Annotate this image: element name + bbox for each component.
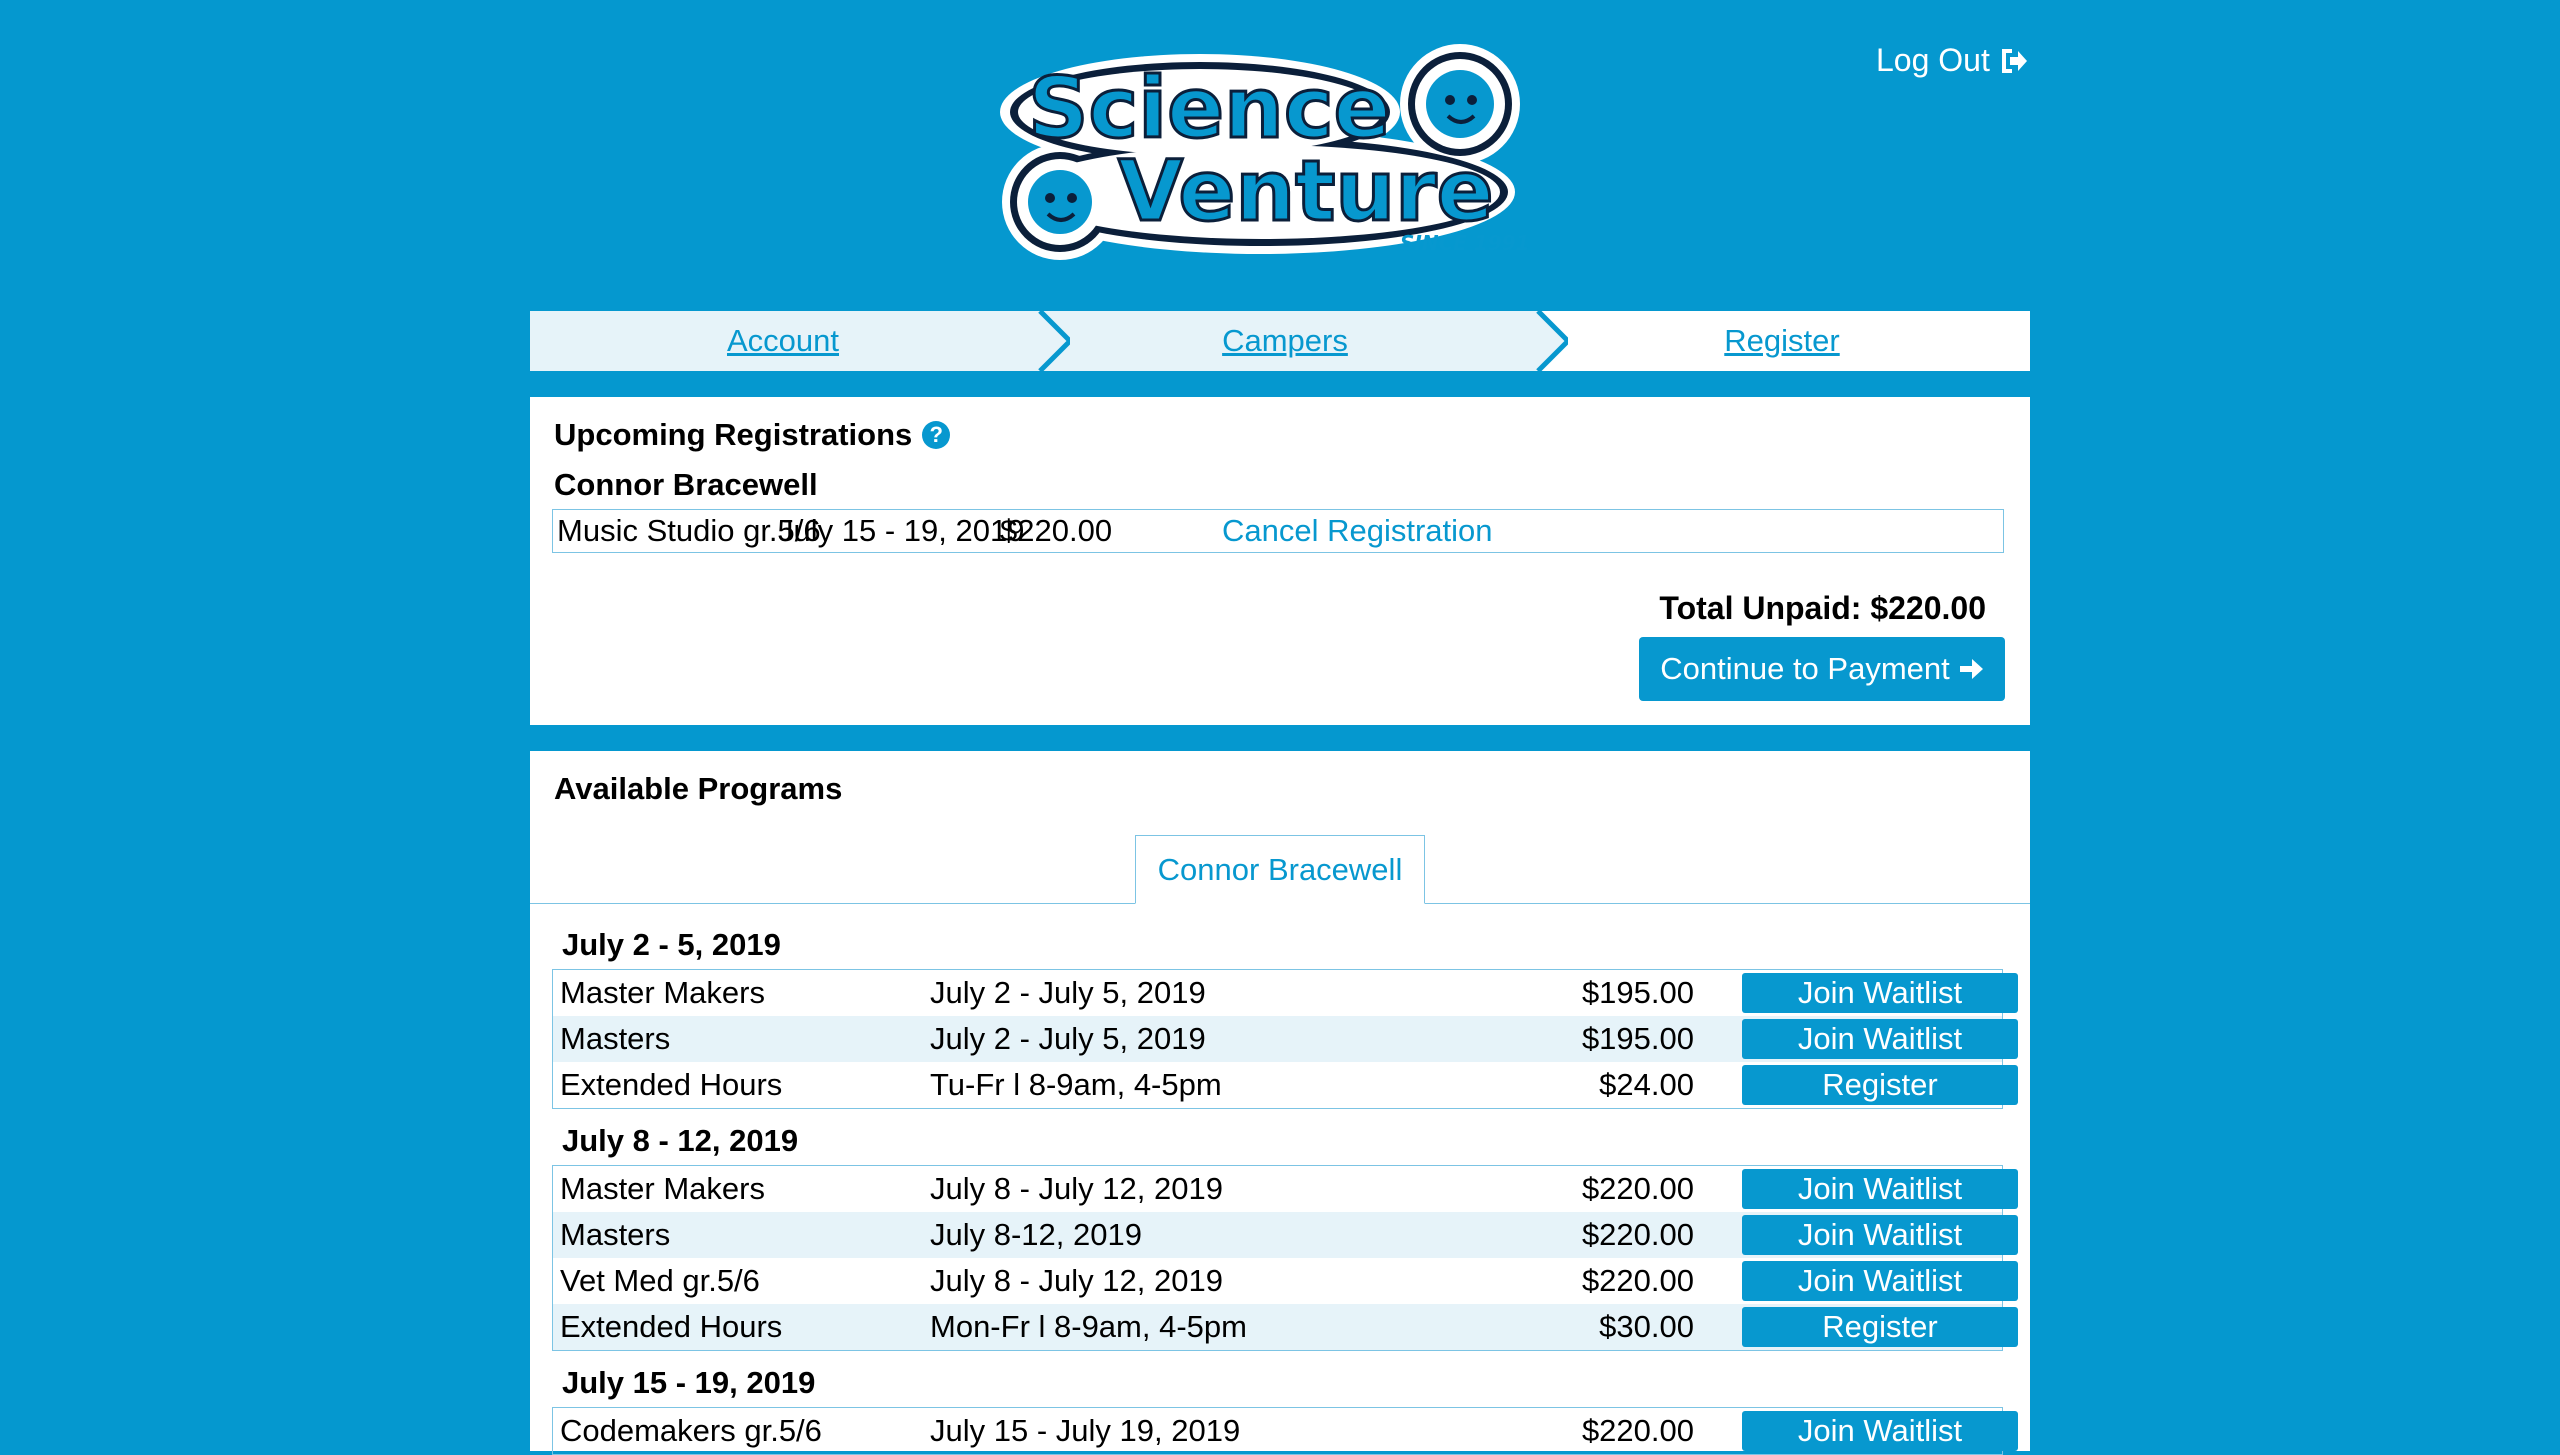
continue-to-payment-button[interactable] (1639, 637, 2005, 701)
program-price: $220.00 (1581, 1263, 1694, 1298)
step-campers[interactable] (1036, 311, 1534, 371)
join-waitlist-button[interactable]: Join Waitlist (1742, 1169, 2018, 1209)
program-table (552, 1165, 2003, 1351)
science-venture-logo[interactable] (1000, 42, 1560, 262)
logout-label: Log Out (1876, 42, 1990, 78)
program-name: Masters (560, 1217, 671, 1252)
program-row (553, 1212, 2002, 1258)
program-price: $30.00 (1599, 1309, 1694, 1344)
join-waitlist-button[interactable]: Join Waitlist (1742, 1215, 2018, 1255)
camper-name: Connor Bracewell (554, 467, 818, 502)
upcoming-registrations-panel (530, 397, 2030, 725)
program-row (553, 1166, 2002, 1212)
program-row (553, 1016, 2002, 1062)
registration-price: $220.00 (1000, 513, 1113, 548)
available-programs-panel (530, 751, 2030, 1451)
program-price: $195.00 (1581, 975, 1694, 1010)
program-name: Extended Hours (560, 1067, 783, 1102)
join-waitlist-button[interactable]: Join Waitlist (1742, 1019, 2018, 1059)
program-row (553, 1408, 2002, 1454)
register-button[interactable]: Register (1742, 1307, 2018, 1347)
program-name: Masters (560, 1021, 671, 1056)
upcoming-title (554, 417, 950, 453)
continue-to-payment-label: Continue to Payment (1660, 651, 1950, 686)
program-price: $220.00 (1581, 1217, 1694, 1252)
program-table (552, 1407, 2003, 1455)
svg-text:Venture: Venture (1118, 142, 1494, 240)
program-name: Master Makers (560, 975, 765, 1010)
step-account[interactable] (530, 311, 1036, 371)
join-waitlist-button[interactable]: Join Waitlist (1742, 1411, 2018, 1451)
program-date: July 8 - July 12, 2019 (930, 1263, 1223, 1298)
progress-steps (530, 311, 2030, 371)
week-heading: July 2 - 5, 2019 (562, 927, 781, 962)
program-name: Vet Med gr.5/6 (560, 1263, 760, 1298)
step-account-label: Account (726, 323, 839, 358)
program-date: July 2 - July 5, 2019 (930, 975, 1206, 1010)
tab-camper[interactable]: Connor Bracewell (1135, 835, 1425, 904)
program-table (552, 969, 2003, 1109)
program-price: $220.00 (1581, 1413, 1694, 1448)
program-row (553, 1258, 2002, 1304)
join-waitlist-button[interactable]: Join Waitlist (1742, 973, 2018, 1013)
step-register[interactable] (1534, 311, 2030, 371)
program-date: July 8-12, 2019 (930, 1217, 1142, 1252)
registration-row (552, 509, 2004, 553)
program-row (553, 1304, 2002, 1350)
join-waitlist-button[interactable]: Join Waitlist (1742, 1261, 2018, 1301)
total-unpaid: Total Unpaid: $220.00 (1659, 590, 1986, 626)
register-button[interactable]: Register (1742, 1065, 2018, 1105)
program-price: $24.00 (1599, 1067, 1694, 1102)
step-chevron-icon (1036, 311, 1070, 371)
logout-icon (1998, 47, 2028, 75)
program-date: Tu-Fr l 8-9am, 4-5pm (930, 1067, 1222, 1102)
step-register-label: Register (1724, 323, 1840, 358)
arrow-right-icon (1958, 656, 1984, 682)
program-row (553, 970, 2002, 1016)
program-date: Mon-Fr l 8-9am, 4-5pm (930, 1309, 1247, 1344)
program-name: Extended Hours (560, 1309, 783, 1344)
upcoming-title-text: Upcoming Registrations (554, 417, 913, 452)
week-heading: July 15 - 19, 2019 (562, 1365, 816, 1400)
program-name: Codemakers gr.5/6 (560, 1413, 822, 1448)
program-price: $195.00 (1581, 1021, 1694, 1056)
cancel-registration-link[interactable]: Cancel Registration (1222, 513, 1493, 548)
available-programs-title: Available Programs (554, 771, 843, 806)
page-header (0, 0, 2560, 308)
program-row (553, 1062, 2002, 1108)
svg-text:SINCE 1991: SINCE 1991 (1400, 231, 1530, 255)
step-campers-label: Campers (1222, 323, 1348, 358)
help-icon[interactable]: ? (922, 421, 950, 449)
program-date: July 2 - July 5, 2019 (930, 1021, 1206, 1056)
program-date: July 15 - July 19, 2019 (930, 1413, 1241, 1448)
step-chevron-icon (1534, 311, 1568, 371)
program-date: July 8 - July 12, 2019 (930, 1171, 1223, 1206)
program-price: $220.00 (1581, 1171, 1694, 1206)
logout-link[interactable] (1876, 42, 2028, 79)
registration-dates: July 15 - 19, 2019 (778, 513, 1025, 548)
week-heading: July 8 - 12, 2019 (562, 1123, 799, 1158)
svg-text:Science: Science (1028, 59, 1391, 157)
program-name: Master Makers (560, 1171, 765, 1206)
registration-program: Music Studio gr.5/6 (557, 513, 821, 548)
